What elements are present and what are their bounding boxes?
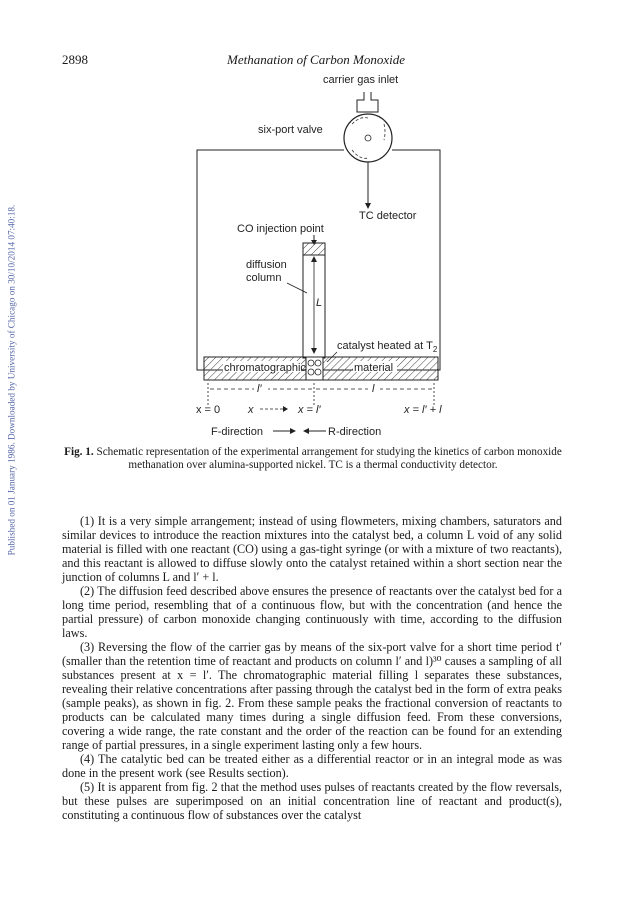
- label-catalyst-heated: catalyst heated at $T_2$: [337, 340, 438, 354]
- x-direction-head: [283, 406, 288, 412]
- injection-septum: [303, 243, 325, 255]
- label-six-port-valve: six-port valve: [258, 124, 323, 136]
- label-f-direction: F-direction: [211, 426, 263, 438]
- paragraph: (4) The catalytic bed can be treated either as a differential reactor or in an integral mode as was done in the present work (see Results section).: [62, 752, 562, 780]
- label-co-injection-point: CO injection point: [237, 223, 324, 235]
- label-r-direction: R-direction: [328, 426, 382, 438]
- inlet-pipe: [357, 92, 378, 112]
- catalyst-bed: [306, 357, 323, 380]
- watermark-text: Published on 01 January 1986. Downloaded by University of Chicago on 30/10/2014 07:40:18.: [6, 204, 16, 556]
- running-title: Methanation of Carbon Monoxide: [227, 52, 406, 67]
- label-chromatographic: chromatographic: [224, 362, 306, 374]
- label-tc-detector: TC detector: [359, 210, 417, 222]
- paragraph: (5) It is apparent from fig. 2 that the method uses pulses of reactants created by the flow reversals, but these pulses are superimposed on an initial concentration line of reactant and product(s), constituting a continuous flow of substances over the catalyst: [62, 780, 562, 822]
- label-l-prime: l′: [257, 383, 262, 395]
- label-carrier-gas-inlet: carrier gas inlet: [323, 74, 399, 86]
- r-direction-head: [303, 428, 309, 434]
- label-x-eq-lprime: x = l′: [298, 404, 321, 416]
- figure-caption: [64, 446, 562, 472]
- six-port-valve: [344, 114, 392, 162]
- label-l: l: [372, 383, 375, 395]
- body-text: [62, 514, 562, 822]
- label-material: material: [354, 362, 394, 374]
- paragraph: (2) The diffusion feed described above ensures the presence of reactants over the catalyst bed for a long time period, resembling that of a continuous flow, but with the concentration (and hence the partial pressure) of carbon monoxide changing continuously with time, according to the diffusion laws.: [62, 584, 562, 640]
- detector-arrow: [365, 203, 371, 209]
- label-x-arrow: x: [248, 404, 254, 416]
- label-diffusion: diffusion: [246, 259, 287, 271]
- label-x-eq-0: x = 0: [196, 404, 221, 416]
- page-number: 2898: [62, 52, 88, 67]
- caption-label: Fig. 1.: [64, 446, 94, 458]
- label-x-eq-lprime-plus-l: x = l′ + l: [404, 404, 442, 416]
- paragraph: (3) Reversing the flow of the carrier gas by means of the six-port valve for a short time period t′ (smaller than the retention time of reactant and products on column l′ and l)³⁰ causes a sampling of all substances present at x = l′. The chromatographic material filling l separates these substances, revealing their relative concentrations after passing through the catalyst bed in the form of extra peaks (sample peaks), as shown in fig. 2. From these sample peaks the fractional conversion of reactants to products can be calculated many times during a single diffusion feed. From these conversions, covering a wide range, the rate constant and the order of the reaction can be found for an extending range of partial pressures, in a single experiment lasting only a few hours.: [62, 640, 562, 752]
- label-L: L: [316, 297, 323, 309]
- caption-text: Schematic representation of the experimental arrangement for studying the kinetics of carbon monoxide methanation over alumina-supported nickel. TC is a thermal conductivity detector.: [93, 446, 562, 471]
- figure-1-diagram: [0, 0, 624, 450]
- paragraph: (1) It is a very simple arrangement; instead of using flowmeters, mixing chambers, saturators and similar devices to introduce the reaction mixtures into the catalyst bed, a column L void of any solid material is filled with one reactant (CO) using a gas-tight syringe (or with a mixture of two reactants), and this reactant is allowed to diffuse slowly onto the catalyst retained within a short section near the junction of columns L and l′ + l.: [62, 514, 562, 584]
- label-column: column: [246, 272, 282, 284]
- f-direction-head: [290, 428, 296, 434]
